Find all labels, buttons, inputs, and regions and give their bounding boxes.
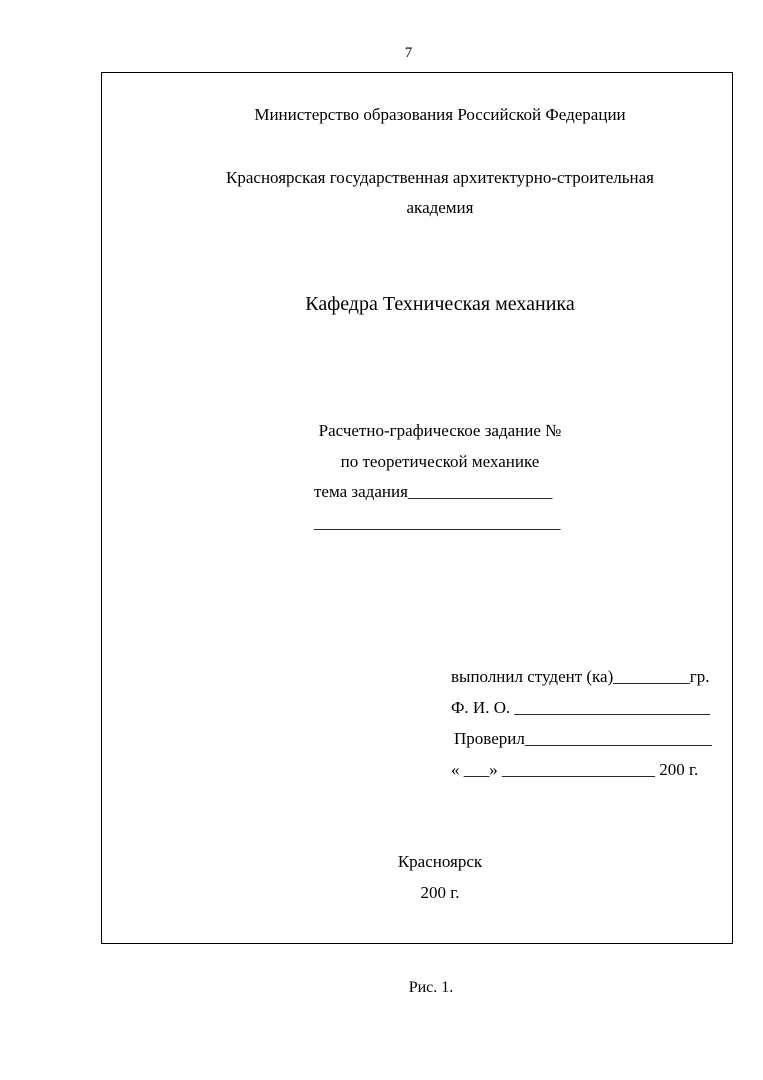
checked-line: Проверил______________________ (454, 729, 712, 748)
academy-line-1: Красноярская государственная архитектурно-строительная (226, 168, 654, 187)
date-line: « ___» __________________ 200 г. (451, 760, 699, 779)
assignment-subject: по теоретической механике (340, 452, 540, 471)
year-line: 200 г. (420, 883, 460, 902)
name-line: Ф. И. О. _______________________ (451, 698, 710, 717)
department-title: Кафедра Техническая механика (305, 293, 575, 315)
ministry-line: Министерство образования Российской Федерации (254, 105, 626, 124)
assignment-title: Расчетно-графическое задание № (318, 421, 562, 440)
student-line: выполнил студент (ка)_________гр. (451, 667, 710, 686)
academy-line-2: академия (406, 198, 474, 217)
city-line: Красноярск (397, 852, 483, 871)
assignment-topic-continuation: _____________________________ (314, 513, 561, 532)
page-number: 7 (404, 45, 413, 61)
figure-caption: Рис. 1. (408, 979, 454, 996)
assignment-topic: тема задания_________________ (314, 482, 553, 501)
